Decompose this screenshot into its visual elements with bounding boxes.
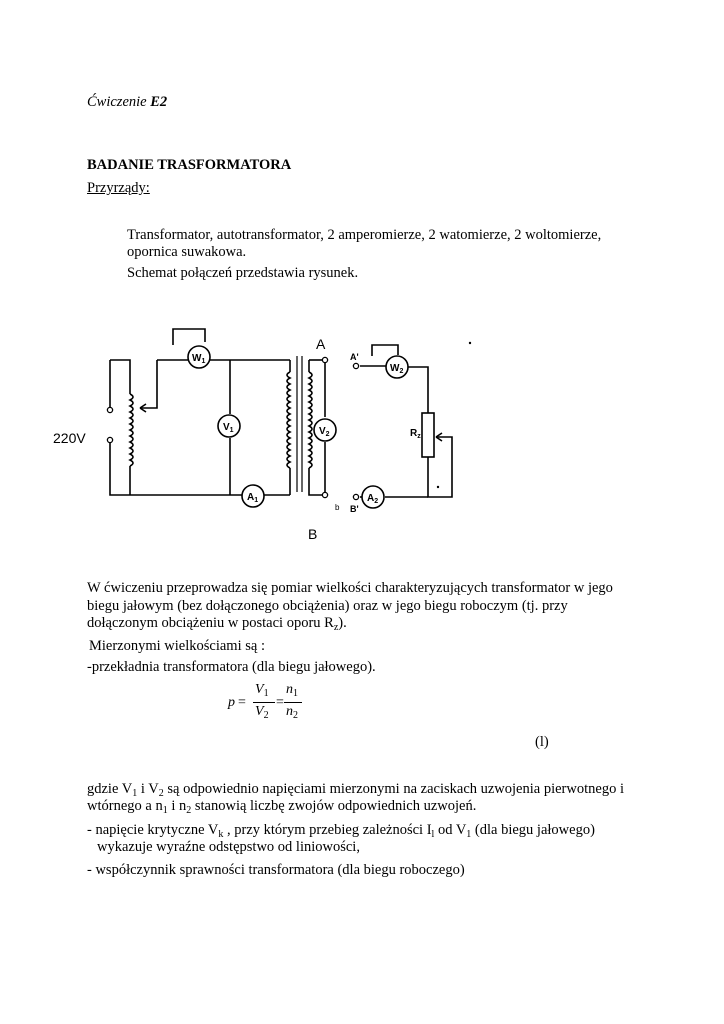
exercise-code: E2 [150,94,168,110]
node-b-prime-label: B' [350,504,359,514]
w1-label: $W_1$ [192,353,206,365]
para1-line-2: biegu jałowym (bez dołączonego obciążenia) oraz w jego biegu roboczym (tj. przy [87,598,568,614]
formula-fraction-bar-2 [284,702,302,703]
formula-number: (l) [535,734,549,750]
w2-label: $W_2$ [390,363,404,375]
node-b-label: B [308,526,318,542]
exercise-prefix: Ćwiczenie [87,94,151,110]
formula-eq2: = [276,695,284,710]
formula-n1: $n_1$ [286,682,298,699]
instruments-line-1: Transformator, autotransformator, 2 amperomierze, 2 watomierze, 2 woltomierze, [127,227,602,243]
list-item-critical-voltage: - napięcie krytyczne $V_k$ , przy którym przebieg zależności $I_l$ od $V_1$ (dla biegu jałowego) [87,822,595,840]
voltage-label: 220V [53,430,86,446]
list-item-critical-voltage-line-2: wykazuje wyraźne odstępstwo od liniowości, [97,839,360,855]
measured-label: Mierzonymi wielkościami są : [89,638,265,654]
formula-v2: $V_2$ [255,704,269,721]
formula-fraction-bar-1 [253,702,275,703]
a2-label: $A_2$ [367,493,379,505]
document-title: BADANIE TRASFORMATORA [87,157,292,173]
list-item-efficiency: - współczynnik sprawności transformatora (dla biegu roboczego) [87,862,465,878]
para1-line-1: W ćwiczeniu przeprowadza się pomiar wielkości charakteryzujących transformator w jego [87,580,613,596]
node-a-label: A [316,336,326,352]
para2-line-1: gdzie $V_1$ i $V_2$ są odpowiednio napięciami mierzonymi na zaciskach uzwojenia pierwotnego i [87,781,624,799]
rz-label: $R_z$ [410,428,421,440]
formula-eq: = [238,695,246,710]
formula-p: p [228,695,235,710]
instruments-label: Przyrządy: [87,180,150,196]
para1-line-3: dołączonym obciążeniu w postaci oporu $R_z$). [87,615,347,633]
instruments-line-2: opornica suwakowa. [127,244,247,260]
formula-n2: $n_2$ [286,704,298,721]
para2-line-2: wtórnego a $n_1$ i $n_2$ stanowią liczbę zwojów odpowiednich uzwojeń. [87,798,477,816]
ratio-formula [228,682,318,726]
v2-label: $V_2$ [319,426,330,438]
v1-label: $V_1$ [223,422,234,434]
a1-label: $A_1$ [247,492,259,504]
node-b-small-label: b [335,503,340,512]
formula-v1: $V_1$ [255,682,269,699]
schema-note: Schemat połączeń przedstawia rysunek. [127,265,359,281]
exercise-header [87,93,167,111]
rheostat-rz [422,413,434,457]
circuit-diagram [0,320,724,550]
node-a-prime-label: A' [350,352,359,362]
list-item-ratio: -przekładnia transformatora (dla biegu jałowego). [87,659,376,675]
